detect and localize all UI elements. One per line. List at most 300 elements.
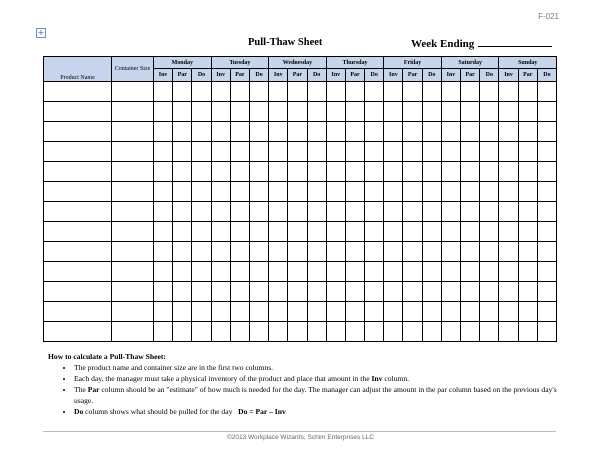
table-cell[interactable]	[480, 202, 499, 222]
table-cell[interactable]	[307, 82, 326, 102]
table-cell[interactable]	[537, 242, 556, 262]
table-cell[interactable]	[461, 182, 480, 202]
table-cell[interactable]	[307, 202, 326, 222]
table-cell[interactable]	[518, 282, 537, 302]
table-cell[interactable]	[230, 322, 249, 342]
table-cell[interactable]	[173, 82, 192, 102]
table-cell[interactable]	[422, 122, 441, 142]
table-cell[interactable]	[326, 242, 345, 262]
table-cell[interactable]	[249, 242, 268, 262]
table-cell[interactable]	[192, 122, 211, 142]
table-cell[interactable]	[365, 202, 384, 222]
table-cell[interactable]	[288, 302, 307, 322]
table-cell[interactable]	[403, 282, 422, 302]
table-cell[interactable]	[44, 142, 112, 162]
table-cell[interactable]	[441, 102, 460, 122]
table-cell[interactable]	[44, 122, 112, 142]
table-cell[interactable]	[537, 122, 556, 142]
table-cell[interactable]	[211, 262, 230, 282]
table-cell[interactable]	[365, 162, 384, 182]
table-cell[interactable]	[461, 162, 480, 182]
table-cell[interactable]	[154, 182, 173, 202]
table-cell[interactable]	[384, 202, 403, 222]
table-cell[interactable]	[44, 282, 112, 302]
table-cell[interactable]	[499, 282, 518, 302]
table-cell[interactable]	[518, 122, 537, 142]
table-cell[interactable]	[288, 122, 307, 142]
table-cell[interactable]	[173, 102, 192, 122]
table-cell[interactable]	[112, 82, 154, 102]
table-cell[interactable]	[154, 82, 173, 102]
table-cell[interactable]	[345, 322, 364, 342]
table-cell[interactable]	[249, 162, 268, 182]
table-cell[interactable]	[230, 242, 249, 262]
table-cell[interactable]	[499, 322, 518, 342]
table-cell[interactable]	[345, 102, 364, 122]
table-cell[interactable]	[422, 302, 441, 322]
table-cell[interactable]	[537, 262, 556, 282]
table-cell[interactable]	[288, 322, 307, 342]
table-cell[interactable]	[480, 102, 499, 122]
table-cell[interactable]	[269, 202, 288, 222]
table-cell[interactable]	[326, 322, 345, 342]
table-cell[interactable]	[211, 182, 230, 202]
table-cell[interactable]	[112, 102, 154, 122]
table-cell[interactable]	[518, 162, 537, 182]
table-cell[interactable]	[480, 182, 499, 202]
table-cell[interactable]	[422, 162, 441, 182]
table-cell[interactable]	[211, 222, 230, 242]
table-cell[interactable]	[403, 82, 422, 102]
table-cell[interactable]	[211, 282, 230, 302]
table-cell[interactable]	[249, 322, 268, 342]
table-cell[interactable]	[249, 282, 268, 302]
table-cell[interactable]	[480, 262, 499, 282]
table-cell[interactable]	[422, 142, 441, 162]
table-cell[interactable]	[518, 142, 537, 162]
table-cell[interactable]	[480, 142, 499, 162]
table-cell[interactable]	[518, 302, 537, 322]
table-cell[interactable]	[422, 182, 441, 202]
table-cell[interactable]	[345, 142, 364, 162]
table-cell[interactable]	[403, 222, 422, 242]
table-cell[interactable]	[269, 122, 288, 142]
table-cell[interactable]	[269, 222, 288, 242]
table-cell[interactable]	[112, 262, 154, 282]
table-cell[interactable]	[365, 242, 384, 262]
table-cell[interactable]	[288, 262, 307, 282]
table-cell[interactable]	[537, 282, 556, 302]
table-cell[interactable]	[403, 162, 422, 182]
table-cell[interactable]	[480, 82, 499, 102]
table-cell[interactable]	[461, 82, 480, 102]
table-cell[interactable]	[461, 322, 480, 342]
table-cell[interactable]	[154, 202, 173, 222]
table-cell[interactable]	[537, 322, 556, 342]
table-cell[interactable]	[384, 262, 403, 282]
table-cell[interactable]	[441, 82, 460, 102]
table-cell[interactable]	[518, 82, 537, 102]
table-cell[interactable]	[461, 262, 480, 282]
table-cell[interactable]	[269, 282, 288, 302]
table-cell[interactable]	[44, 262, 112, 282]
week-ending-blank[interactable]	[478, 36, 552, 47]
table-cell[interactable]	[499, 122, 518, 142]
table-cell[interactable]	[230, 262, 249, 282]
table-cell[interactable]	[537, 162, 556, 182]
table-cell[interactable]	[230, 142, 249, 162]
table-cell[interactable]	[499, 242, 518, 262]
table-cell[interactable]	[365, 142, 384, 162]
table-cell[interactable]	[288, 202, 307, 222]
table-cell[interactable]	[345, 242, 364, 262]
table-cell[interactable]	[269, 302, 288, 322]
table-cell[interactable]	[230, 82, 249, 102]
table-cell[interactable]	[44, 162, 112, 182]
table-cell[interactable]	[307, 182, 326, 202]
table-cell[interactable]	[403, 302, 422, 322]
table-cell[interactable]	[269, 142, 288, 162]
table-cell[interactable]	[441, 182, 460, 202]
table-cell[interactable]	[384, 162, 403, 182]
table-cell[interactable]	[365, 322, 384, 342]
table-cell[interactable]	[480, 242, 499, 262]
table-cell[interactable]	[441, 322, 460, 342]
table-cell[interactable]	[326, 142, 345, 162]
table-cell[interactable]	[307, 142, 326, 162]
table-cell[interactable]	[112, 162, 154, 182]
table-cell[interactable]	[112, 302, 154, 322]
table-cell[interactable]	[249, 302, 268, 322]
table-cell[interactable]	[192, 302, 211, 322]
table-cell[interactable]	[154, 222, 173, 242]
table-cell[interactable]	[441, 222, 460, 242]
table-cell[interactable]	[173, 202, 192, 222]
table-cell[interactable]	[230, 162, 249, 182]
table-cell[interactable]	[461, 302, 480, 322]
table-cell[interactable]	[44, 182, 112, 202]
table-cell[interactable]	[211, 82, 230, 102]
table-cell[interactable]	[441, 142, 460, 162]
table-cell[interactable]	[345, 82, 364, 102]
table-cell[interactable]	[230, 182, 249, 202]
table-cell[interactable]	[173, 122, 192, 142]
table-cell[interactable]	[384, 102, 403, 122]
table-cell[interactable]	[192, 82, 211, 102]
table-cell[interactable]	[461, 282, 480, 302]
table-cell[interactable]	[269, 242, 288, 262]
table-cell[interactable]	[192, 222, 211, 242]
table-cell[interactable]	[288, 162, 307, 182]
table-cell[interactable]	[384, 242, 403, 262]
table-cell[interactable]	[422, 242, 441, 262]
table-cell[interactable]	[192, 162, 211, 182]
table-cell[interactable]	[307, 102, 326, 122]
table-cell[interactable]	[288, 82, 307, 102]
table-cell[interactable]	[307, 242, 326, 262]
table-cell[interactable]	[192, 262, 211, 282]
table-cell[interactable]	[537, 102, 556, 122]
table-cell[interactable]	[403, 322, 422, 342]
table-cell[interactable]	[173, 322, 192, 342]
table-cell[interactable]	[326, 182, 345, 202]
table-cell[interactable]	[365, 82, 384, 102]
table-cell[interactable]	[173, 162, 192, 182]
table-cell[interactable]	[403, 122, 422, 142]
table-cell[interactable]	[499, 302, 518, 322]
table-cell[interactable]	[249, 82, 268, 102]
table-cell[interactable]	[499, 82, 518, 102]
table-cell[interactable]	[211, 322, 230, 342]
table-cell[interactable]	[384, 82, 403, 102]
table-cell[interactable]	[307, 282, 326, 302]
table-cell[interactable]	[44, 202, 112, 222]
table-cell[interactable]	[326, 302, 345, 322]
table-cell[interactable]	[537, 142, 556, 162]
table-cell[interactable]	[518, 102, 537, 122]
table-cell[interactable]	[461, 202, 480, 222]
table-cell[interactable]	[192, 282, 211, 302]
table-cell[interactable]	[269, 262, 288, 282]
table-cell[interactable]	[249, 142, 268, 162]
table-cell[interactable]	[384, 122, 403, 142]
table-cell[interactable]	[326, 122, 345, 142]
table-cell[interactable]	[173, 302, 192, 322]
table-cell[interactable]	[403, 202, 422, 222]
table-cell[interactable]	[422, 262, 441, 282]
table-cell[interactable]	[384, 142, 403, 162]
table-cell[interactable]	[537, 202, 556, 222]
table-cell[interactable]	[288, 142, 307, 162]
table-cell[interactable]	[44, 102, 112, 122]
table-cell[interactable]	[441, 302, 460, 322]
table-cell[interactable]	[461, 102, 480, 122]
table-cell[interactable]	[480, 322, 499, 342]
table-cell[interactable]	[365, 222, 384, 242]
table-cell[interactable]	[384, 182, 403, 202]
table-cell[interactable]	[112, 282, 154, 302]
table-cell[interactable]	[154, 302, 173, 322]
table-cell[interactable]	[441, 162, 460, 182]
table-cell[interactable]	[112, 242, 154, 262]
move-handle-icon[interactable]: +	[37, 28, 45, 37]
table-cell[interactable]	[365, 262, 384, 282]
table-cell[interactable]	[307, 262, 326, 282]
table-cell[interactable]	[499, 262, 518, 282]
table-cell[interactable]	[249, 182, 268, 202]
table-cell[interactable]	[288, 102, 307, 122]
table-cell[interactable]	[192, 322, 211, 342]
table-cell[interactable]	[518, 262, 537, 282]
table-cell[interactable]	[230, 302, 249, 322]
table-cell[interactable]	[518, 242, 537, 262]
table-cell[interactable]	[192, 102, 211, 122]
table-cell[interactable]	[480, 222, 499, 242]
table-cell[interactable]	[480, 162, 499, 182]
table-cell[interactable]	[480, 122, 499, 142]
table-cell[interactable]	[537, 82, 556, 102]
table-cell[interactable]	[365, 182, 384, 202]
table-cell[interactable]	[230, 102, 249, 122]
table-cell[interactable]	[499, 142, 518, 162]
table-cell[interactable]	[326, 262, 345, 282]
table-cell[interactable]	[326, 222, 345, 242]
table-cell[interactable]	[403, 142, 422, 162]
table-cell[interactable]	[345, 182, 364, 202]
table-cell[interactable]	[173, 282, 192, 302]
table-cell[interactable]	[112, 142, 154, 162]
table-cell[interactable]	[173, 182, 192, 202]
table-cell[interactable]	[384, 322, 403, 342]
table-cell[interactable]	[154, 102, 173, 122]
table-cell[interactable]	[461, 122, 480, 142]
table-cell[interactable]	[44, 302, 112, 322]
table-cell[interactable]	[518, 182, 537, 202]
table-cell[interactable]	[326, 162, 345, 182]
table-cell[interactable]	[154, 262, 173, 282]
table-cell[interactable]	[44, 82, 112, 102]
table-cell[interactable]	[211, 302, 230, 322]
table-cell[interactable]	[269, 322, 288, 342]
table-cell[interactable]	[345, 302, 364, 322]
table-cell[interactable]	[518, 202, 537, 222]
table-cell[interactable]	[249, 262, 268, 282]
table-cell[interactable]	[288, 182, 307, 202]
table-cell[interactable]	[192, 142, 211, 162]
table-cell[interactable]	[269, 182, 288, 202]
table-cell[interactable]	[441, 282, 460, 302]
table-cell[interactable]	[422, 282, 441, 302]
table-cell[interactable]	[154, 122, 173, 142]
table-cell[interactable]	[230, 282, 249, 302]
table-cell[interactable]	[480, 282, 499, 302]
table-cell[interactable]	[173, 142, 192, 162]
table-cell[interactable]	[441, 202, 460, 222]
table-cell[interactable]	[192, 242, 211, 262]
table-cell[interactable]	[384, 222, 403, 242]
table-cell[interactable]	[44, 322, 112, 342]
table-cell[interactable]	[499, 102, 518, 122]
table-cell[interactable]	[345, 122, 364, 142]
table-cell[interactable]	[249, 102, 268, 122]
table-cell[interactable]	[44, 242, 112, 262]
table-cell[interactable]	[211, 202, 230, 222]
table-cell[interactable]	[461, 142, 480, 162]
table-cell[interactable]	[480, 302, 499, 322]
table-cell[interactable]	[154, 282, 173, 302]
table-cell[interactable]	[461, 222, 480, 242]
table-cell[interactable]	[230, 202, 249, 222]
table-cell[interactable]	[173, 262, 192, 282]
table-cell[interactable]	[307, 302, 326, 322]
table-cell[interactable]	[384, 282, 403, 302]
table-cell[interactable]	[422, 202, 441, 222]
table-cell[interactable]	[345, 202, 364, 222]
table-cell[interactable]	[326, 82, 345, 102]
table-cell[interactable]	[112, 122, 154, 142]
table-cell[interactable]	[345, 282, 364, 302]
table-cell[interactable]	[365, 302, 384, 322]
table-cell[interactable]	[441, 262, 460, 282]
table-cell[interactable]	[403, 102, 422, 122]
table-cell[interactable]	[384, 302, 403, 322]
table-cell[interactable]	[326, 202, 345, 222]
table-cell[interactable]	[345, 222, 364, 242]
table-cell[interactable]	[112, 202, 154, 222]
table-cell[interactable]	[537, 222, 556, 242]
table-cell[interactable]	[518, 322, 537, 342]
table-cell[interactable]	[307, 322, 326, 342]
table-cell[interactable]	[518, 222, 537, 242]
table-cell[interactable]	[230, 122, 249, 142]
table-cell[interactable]	[461, 242, 480, 262]
table-cell[interactable]	[269, 102, 288, 122]
table-cell[interactable]	[537, 182, 556, 202]
table-cell[interactable]	[422, 322, 441, 342]
table-cell[interactable]	[112, 222, 154, 242]
table-cell[interactable]	[112, 322, 154, 342]
table-cell[interactable]	[326, 102, 345, 122]
table-cell[interactable]	[499, 182, 518, 202]
table-cell[interactable]	[441, 122, 460, 142]
table-cell[interactable]	[422, 82, 441, 102]
table-cell[interactable]	[499, 202, 518, 222]
table-cell[interactable]	[441, 242, 460, 262]
table-cell[interactable]	[249, 222, 268, 242]
table-cell[interactable]	[44, 222, 112, 242]
table-cell[interactable]	[365, 102, 384, 122]
table-cell[interactable]	[173, 222, 192, 242]
table-cell[interactable]	[192, 182, 211, 202]
table-cell[interactable]	[403, 262, 422, 282]
table-cell[interactable]	[537, 302, 556, 322]
table-cell[interactable]	[249, 202, 268, 222]
table-cell[interactable]	[345, 262, 364, 282]
table-cell[interactable]	[211, 102, 230, 122]
table-cell[interactable]	[211, 142, 230, 162]
table-cell[interactable]	[307, 222, 326, 242]
table-cell[interactable]	[249, 122, 268, 142]
table-cell[interactable]	[288, 222, 307, 242]
table-cell[interactable]	[365, 282, 384, 302]
table-cell[interactable]	[403, 242, 422, 262]
table-cell[interactable]	[307, 122, 326, 142]
table-cell[interactable]	[288, 282, 307, 302]
table-cell[interactable]	[211, 242, 230, 262]
table-cell[interactable]	[422, 102, 441, 122]
table-cell[interactable]	[154, 142, 173, 162]
table-cell[interactable]	[499, 222, 518, 242]
table-cell[interactable]	[154, 242, 173, 262]
table-cell[interactable]	[499, 162, 518, 182]
table-cell[interactable]	[403, 182, 422, 202]
table-cell[interactable]	[307, 162, 326, 182]
table-cell[interactable]	[112, 182, 154, 202]
table-cell[interactable]	[269, 162, 288, 182]
table-cell[interactable]	[192, 202, 211, 222]
table-cell[interactable]	[345, 162, 364, 182]
table-cell[interactable]	[326, 282, 345, 302]
table-cell[interactable]	[154, 162, 173, 182]
table-cell[interactable]	[269, 82, 288, 102]
table-cell[interactable]	[288, 242, 307, 262]
table-cell[interactable]	[173, 242, 192, 262]
table-cell[interactable]	[422, 222, 441, 242]
table-cell[interactable]	[365, 122, 384, 142]
table-cell[interactable]	[230, 222, 249, 242]
table-cell[interactable]	[211, 122, 230, 142]
table-cell[interactable]	[211, 162, 230, 182]
